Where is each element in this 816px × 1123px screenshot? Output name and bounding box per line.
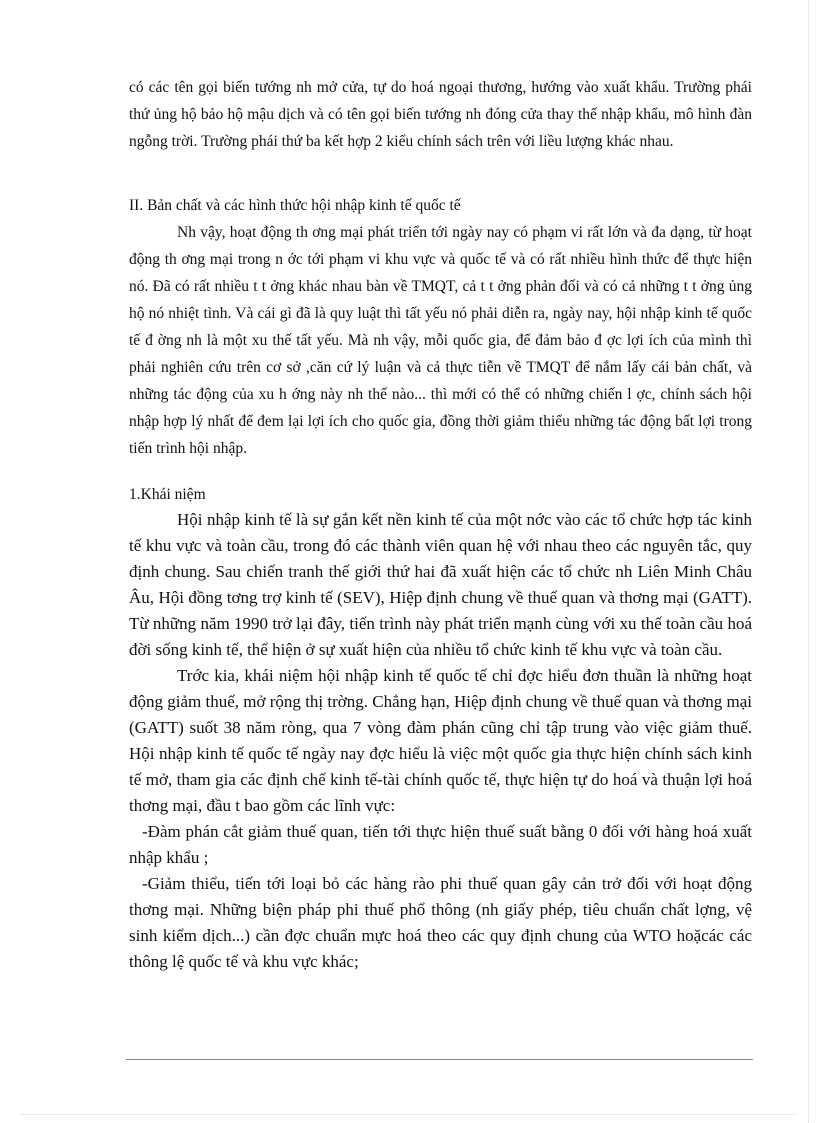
section-2-block xyxy=(129,192,752,462)
concept-content-block xyxy=(129,507,752,975)
paragraph-intro-block xyxy=(129,74,752,155)
footer-divider xyxy=(126,1059,753,1060)
page-bottom-border xyxy=(20,1114,796,1115)
page-right-border xyxy=(808,0,809,1123)
bullet-item-nontariff: -Giảm thiểu, tiến tới loại bỏ các hàng rào phi thuế quan gây cản trở đối với hoạt động thơng mại. Những biện pháp phi thuế phổ thông (nh giấy phép, tiêu chuẩn chất lợng, vệ sinh kiểm dịch...) cần đợc chuẩn mực hoá theo các quy định chung của WTO hoặcác các thông lệ quốc tế và khu vực khác; xyxy=(129,874,752,971)
concept-paragraph-1: Hội nhập kinh tế là sự gắn kết nền kinh tế của một nớc vào các tổ chức hợp tác kinh tế khu vực và toàn cầu, trong đó các thành viên quan hệ với nhau theo các nguyên tắc, quy định chung. Sau chiến tranh thế giới thứ hai đã xuất hiện các tổ chức nh Liên Minh Châu Âu, Hội đồng tơng trợ kinh tế (SEV), Hiệp định chung về thuế quan và thơng mại (GATT). Từ những năm 1990 trở lại đây, tiến trình này phát triển mạnh cùng với xu thế toàn cầu hoá đời sống kinh tế, thể hiện ở sự xuất hiện của nhiều tổ chức kinh tế khu vực và toàn cầu. xyxy=(129,510,752,659)
concept-heading: 1.Khái niệm xyxy=(129,486,206,503)
bullet-item-tariffs: -Đàm phán cắt giảm thuế quan, tiến tới thực hiện thuế suất bằng 0 đối với hàng hoá xuất nhập khẩu ; xyxy=(129,822,752,867)
concept-block xyxy=(129,481,752,508)
paragraph-intro: có các tên gọi biến tướng nh mở cửa, tự do hoá ngoại thương, hướng vào xuất khẩu. Trường phái thứ ủng hộ bảo hộ mậu dịch và có tên gọi biến tướng nh đóng cửa thay thế nhập khẩu, mô hình đàn ngỗng trời. Trường phái thứ ba kết hợp 2 kiểu chính sách trên với liều lượng khác nhau. xyxy=(129,79,752,150)
section-2-paragraph: Nh vậy, hoạt động th ơng mại phát triển tới ngày nay có phạm vi rất lớn và đa dạng, từ hoạt động th ơng mại trong n ớc tới phạm vi khu vực và quốc tế và có rất nhiều hình thức để thực hiện nó. Đã có rất nhiều t t ởng khác nhau bàn về TMQT, cả t t ởng phản đối và có cả những t t ởng ủng hộ nó nhiệt tình. Và cái gì đã là quy luật thì tất yếu nó phải diễn ra, ngày nay, hội nhập kinh tế quốc tế đ ờng nh là một xu thế tất yếu. Mà nh vậy, mỗi quốc gia, để đảm bảo đ ợc lợi ích của mình thì phải nghiên cứu trên cơ sở ,căn cứ lý luận và cả thực tiễn về TMQT để nắm lấy cái bản chất, và những tác động của xu h ớng này nh thế nào... thì mới có thể có những chiến l ợc, chính sách hội nhập hợp lý nhất để đem lại lợi ích cho quốc gia, đồng thời giảm thiểu những tác động bất lợi trong tiến trình hội nhập. xyxy=(129,224,752,457)
section-2-heading: II. Bản chất và các hình thức hội nhập kinh tế quốc tế xyxy=(129,197,461,214)
concept-paragraph-2: Trớc kia, khái niệm hội nhập kinh tế quốc tế chỉ đợc hiểu đơn thuần là những hoạt động giảm thuế, mở rộng thị trờng. Chẳng hạn, Hiệp định chung về thuế quan và thơng mại (GATT) suốt 38 năm ròng, qua 7 vòng đàm phán cũng chỉ tập trung vào việc giảm thuế. Hội nhập kinh tế quốc tế ngày nay đợc hiểu là việc một quốc gia thực hiện chính sách kinh tế mở, tham gia các định chế kinh tế-tài chính quốc tế, thực hiện tự do hoá và thuận lợi hoá thơng mại, đầu t bao gồm các lĩnh vực: xyxy=(129,666,752,815)
